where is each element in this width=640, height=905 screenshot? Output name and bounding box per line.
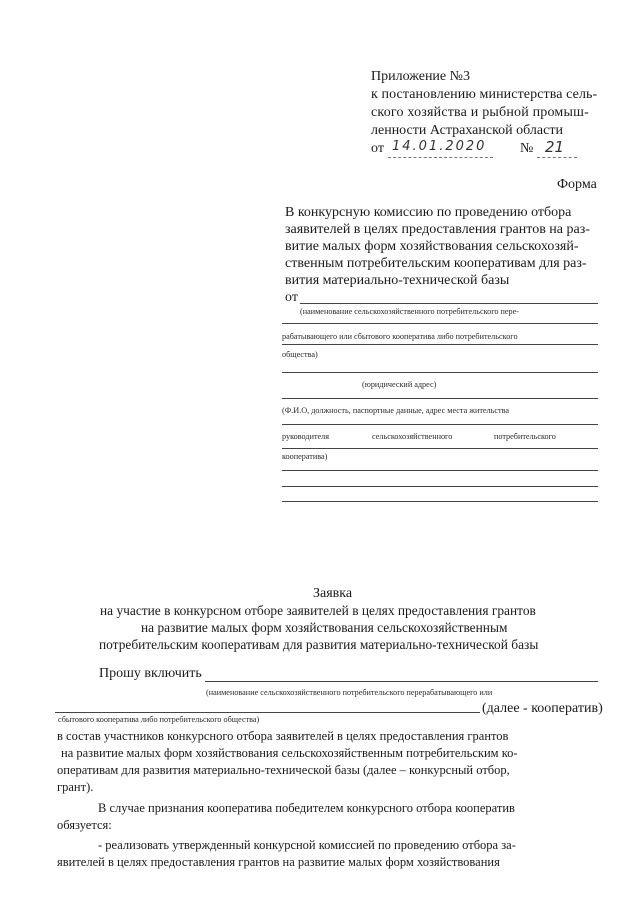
paragraph-line: грант). bbox=[57, 780, 94, 794]
fill-line bbox=[282, 344, 598, 345]
hint-head: кооператива) bbox=[282, 452, 328, 461]
hint-name: общества) bbox=[282, 350, 318, 359]
number-underline bbox=[537, 157, 577, 158]
application-subtitle: потребительским кооперативам для развития материально-технической базы bbox=[99, 637, 539, 652]
appendix-number: 21 bbox=[545, 138, 565, 156]
paragraph-line: на развитие малых форм хозяйствования сельскохозяйственным потребительским ко- bbox=[61, 746, 518, 760]
fill-line bbox=[205, 681, 598, 682]
addressee-line: В конкурсную комиссию по проведению отбора bbox=[285, 205, 572, 220]
fill-line bbox=[282, 372, 598, 373]
application-subtitle: на развитие малых форм хозяйствования сельскохозяйственным bbox=[141, 620, 508, 635]
hint-head: руководителя bbox=[282, 432, 330, 441]
appendix-from-label: от bbox=[371, 141, 384, 156]
paragraph-line: оперативам для развития материально-технической базы (далее – конкурсный отбор, bbox=[57, 763, 510, 777]
addressee-line: вития материально-технической базы bbox=[285, 273, 510, 288]
hint-address: (юридический адрес) bbox=[362, 380, 437, 389]
paragraph-line: обязуется: bbox=[57, 818, 112, 832]
fill-line bbox=[282, 470, 598, 471]
form-label: Форма bbox=[557, 177, 597, 192]
hint-coop: сбытового кооператива либо потребительского общества) bbox=[58, 715, 260, 724]
hint-coop: (наименование сельскохозяйственного потребительского перерабатывающего или bbox=[206, 688, 493, 697]
addressee-from-label: от bbox=[285, 290, 298, 305]
fill-line bbox=[282, 323, 598, 324]
fill-line bbox=[282, 398, 598, 399]
hint-head: сельскохозяйственного bbox=[372, 432, 453, 441]
paragraph-line: В случае признания кооператива победителем конкурсного отбора кооператив bbox=[98, 801, 515, 815]
fill-line bbox=[282, 501, 598, 502]
hint-head: потребительского bbox=[494, 432, 556, 441]
fill-line bbox=[282, 424, 598, 425]
hint-name: (наименование сельскохозяйственного потребительского пере- bbox=[300, 307, 520, 316]
hint-head: (Ф.И.О, должность, паспортные данные, адрес места жительства bbox=[282, 406, 509, 415]
application-title: Заявка bbox=[313, 586, 353, 601]
date-underline bbox=[388, 157, 493, 158]
paragraph-line: в состав участников конкурсного отбора заявителей в целях предоставления грантов bbox=[57, 729, 509, 743]
paragraph-line: явителей в целях предоставления грантов на развитие малых форм хозяйствования bbox=[57, 855, 500, 869]
fill-line bbox=[282, 486, 598, 487]
application-subtitle: на участие в конкурсном отборе заявителей в целях предоставления грантов bbox=[100, 603, 536, 618]
addressee-line: витие малых форм хозяйствования сельскохозяй- bbox=[285, 239, 579, 254]
addressee-line: ственным потребительским кооперативам для раз- bbox=[285, 256, 587, 271]
fill-line bbox=[282, 448, 598, 449]
fill-line bbox=[55, 712, 480, 713]
hint-name: рабатывающего или сбытового кооператива либо потребительского bbox=[282, 332, 518, 341]
paragraph-line: - реализовать утвержденный конкурсной комиссией по проведению отбора за- bbox=[98, 838, 516, 852]
appendix-line: ского хозяйства и рыбной промыш- bbox=[371, 105, 589, 120]
appendix-date: 14.01.2020 bbox=[392, 139, 487, 154]
addressee-line: заявителей в целях предоставления грантов на раз- bbox=[285, 222, 590, 237]
fill-line bbox=[300, 303, 598, 304]
appendix-title: Приложение №3 bbox=[371, 69, 470, 84]
appendix-number-label: № bbox=[520, 141, 534, 156]
request-label: Прошу включить bbox=[99, 666, 202, 681]
appendix-line: к постановлению министерства сель- bbox=[371, 87, 598, 102]
hereinafter-label: (далее - кооператив) bbox=[482, 701, 603, 716]
appendix-line: ленности Астраханской области bbox=[371, 123, 563, 138]
